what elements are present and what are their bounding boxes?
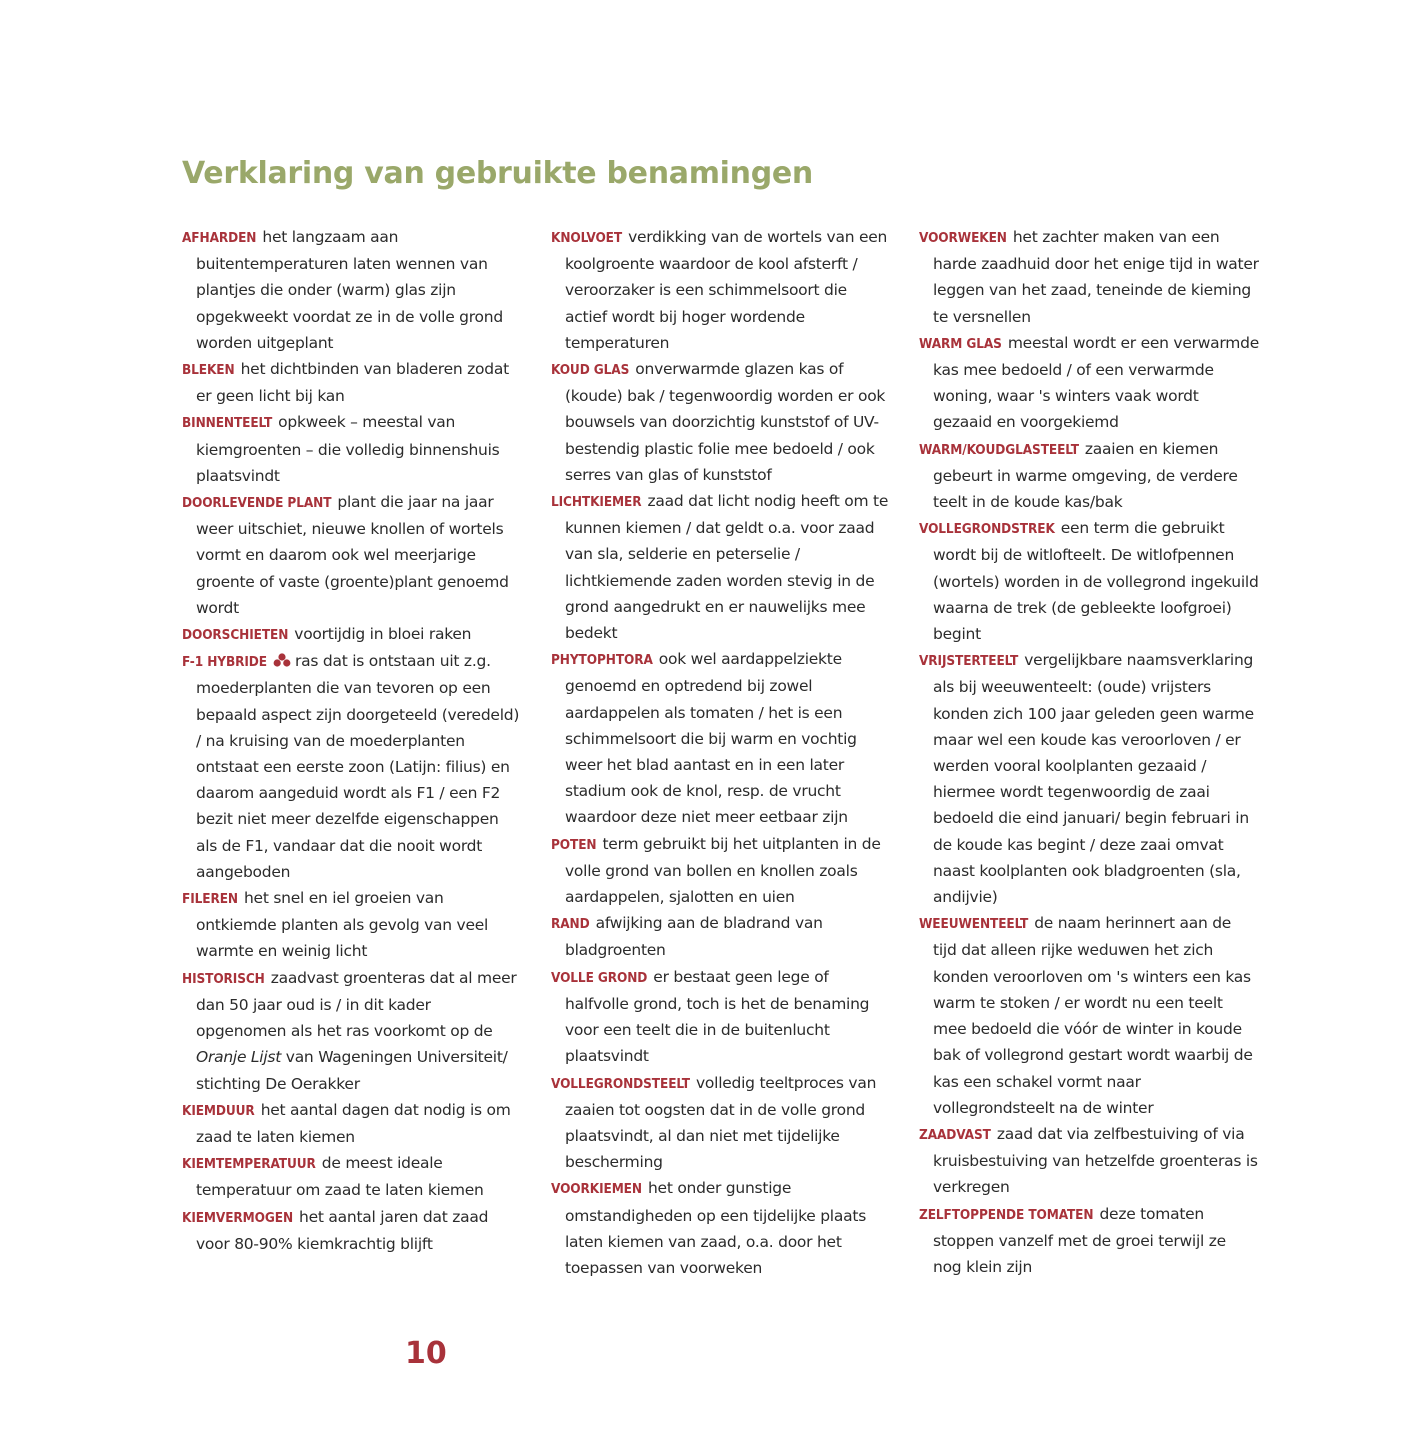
glossary-entry	[182, 1150, 522, 1203]
glossary-entry	[919, 515, 1259, 647]
glossary-entry	[182, 1204, 522, 1257]
glossary-term: RAND	[551, 916, 590, 933]
glossary-definition: voortijdig in bloei raken	[294, 625, 472, 644]
glossary-term: VOLLEGRONDSTREK	[919, 521, 1055, 538]
glossary-term: VOLLE GROND	[551, 969, 648, 986]
glossary-entry	[182, 621, 522, 648]
glossary-entry	[919, 224, 1259, 330]
hybrid-cluster-icon	[273, 653, 291, 667]
glossary-term: VOORWEKEN	[919, 230, 1007, 246]
glossary-definition: onverwarmde glazen kas of (koude) bak / tegenwoordig worden er ook bouwsels van doorzichtig kunststof of UV-bestendig plastic folie mee bedoeld / ook serres van glas of kunststof	[565, 360, 886, 484]
glossary-column-3	[919, 224, 1259, 1280]
glossary-term: VOLLEGRONDSTEELT	[551, 1075, 690, 1092]
glossary-definition: afwijking aan de bladrand van bladgroenten	[565, 914, 823, 960]
glossary-entry	[182, 409, 522, 489]
glossary-definition: het aantal jaren dat zaad voor 80-90% kiemkrachtig blijft	[196, 1207, 489, 1253]
glossary-term: DOORSCHIETEN	[182, 627, 289, 644]
glossary-column-2	[551, 224, 891, 1281]
glossary-entry	[182, 1097, 522, 1150]
glossary-term: KOUD GLAS	[551, 362, 630, 379]
glossary-term: AFHARDEN	[182, 230, 257, 246]
glossary-term: BLEKEN	[182, 362, 235, 379]
glossary-definition: ras dat is ontstaan uit z.g. moederplanten die van tevoren op een bepaald aspect zijn doorgeteeld (veredeld) / na kruising van de moederplanten ontstaat een eerste zoon (Latijn: filius) en daarom aangeduid wordt als F1 / een F2 bezit niet meer dezelfde eigenschappen als de F1, vandaar dat die nooit wordt aangeboden	[196, 652, 520, 881]
glossary-term: BINNENTEELT	[182, 415, 273, 432]
glossary-entry	[551, 1070, 891, 1176]
glossary-term: POTEN	[551, 836, 597, 853]
page-title: Verklaring van gebruikte benamingen	[182, 156, 813, 191]
glossary-term: WARM/KOUDGLASTEELT	[919, 441, 1079, 458]
glossary-definition: het langzaam aan buitentemperaturen laten wennen van plantjes die onder (warm) glas zijn opgekweekt voordat ze in de volle grond worden uitgeplant	[196, 228, 503, 352]
glossary-term: KIEMTEMPERATUUR	[182, 1156, 316, 1173]
glossary-column-1	[182, 224, 522, 1257]
glossary-entry	[551, 356, 891, 488]
glossary-entry	[182, 885, 522, 965]
glossary-entry	[551, 1175, 891, 1281]
glossary-definition: van Wageningen Universiteit/ stichting De Oerakker	[196, 1048, 508, 1093]
glossary-entry	[551, 488, 891, 646]
glossary-entry	[551, 910, 891, 963]
glossary-entry	[182, 965, 522, 1097]
glossary-term: F-1 HYBRIDE	[182, 654, 267, 671]
glossary-definition: zaadvast groenteras dat al meer dan 50 jaar oud is / in dit kader opgenomen als het ras voorkomt op de	[196, 968, 517, 1041]
glossary-term: DOORLEVENDE PLANT	[182, 495, 332, 512]
glossary-definition: de naam herinnert aan de tijd dat alleen rijke weduwen het zich konden veroorloven om 's winters een kas warm te stoken / er wordt nu een teelt mee bedoeld die vóór de winter in koude bak of vollegrond gestart wordt waarbij de kas een schakel vormt naar vollegrondsteelt na de winter	[933, 914, 1253, 1117]
glossary-term: ZELFTOPPENDE TOMATEN	[919, 1206, 1094, 1223]
glossary-term: ZAADVAST	[919, 1126, 991, 1143]
glossary-entry	[182, 489, 522, 621]
glossary-entry	[919, 330, 1259, 436]
glossary-term: KIEMDUUR	[182, 1102, 255, 1119]
glossary-entry	[182, 648, 522, 885]
glossary-definition: ook wel aardappelziekte genoemd en optredend bij zowel aardappelen als tomaten / het is een schimmelsoort die bij warm en vochtig weer het blad aantast en in een later stadium ook de knol, resp. de vrucht waardoor deze niet meer eetbaar zijn	[565, 650, 857, 827]
glossary-entry	[919, 647, 1259, 910]
page-number: 10	[405, 1336, 447, 1371]
glossary-definition: vergelijkbare naamsverklaring als bij weeuwenteelt: (oude) vrijsters konden zich 100 jaar geleden geen warme maar wel een koude kas veroorloven / er werden vooral koolplanten gezaaid / hiermee wordt tegenwoordig de zaai bedoeld die eind januari/ begin februari in de koude kas begint / deze zaai omvat naast koolplanten ook bladgroenten (sla, andijvie)	[933, 651, 1254, 907]
glossary-definition: een term die gebruikt wordt bij de witlofteelt. De witlofpennen (wortels) worden in de vollegrond ingekuild waarna de trek (de gebleekte loofgroei) begint	[933, 519, 1259, 644]
glossary-term: PHYTOPHTORA	[551, 652, 653, 669]
glossary-entry	[551, 964, 891, 1070]
glossary-definition: zaad dat via zelfbestuiving of via kruisbestuiving van hetzelfde groenteras is verkregen	[933, 1124, 1258, 1197]
glossary-definition: zaad dat licht nodig heeft om te kunnen kiemen / dat geldt o.a. voor zaad van sla, selderie en peterselie / lichtkiemende zaden worden stevig in de grond aangedrukt en er nauwelijks mee bedekt	[565, 492, 889, 643]
glossary-definition: term gebruikt bij het uitplanten in de volle grond van bollen en knollen zoals aardappelen, sjalotten en uien	[565, 834, 881, 907]
glossary-term: HISTORISCH	[182, 970, 265, 987]
glossary-definition: deze tomaten stoppen vanzelf met de groei terwijl ze nog klein zijn	[933, 1204, 1226, 1276]
glossary-term: LICHTKIEMER	[551, 494, 642, 511]
glossary-definition: meestal wordt er een verwarmde kas mee bedoeld / of een verwarmde woning, waar 's winters vaak wordt gezaaid en voorgekiemd	[933, 333, 1259, 432]
glossary-term: VRIJSTERTEELT	[919, 653, 1019, 670]
glossary-definition: het aantal dagen dat nodig is om zaad te laten kiemen	[196, 1100, 511, 1146]
glossary-definition: plant die jaar na jaar weer uitschiet, nieuwe knollen of wortels vormt en daarom ook wel meerjarige groente of vaste (groente)plant genoemd wordt	[196, 493, 509, 617]
glossary-term: WEEUWENTEELT	[919, 916, 1029, 933]
glossary-entry	[182, 356, 522, 409]
glossary-definition-italic: Oranje Lijst	[196, 1048, 282, 1067]
glossary-definition: het dichtbinden van bladeren zodat er geen licht bij kan	[196, 360, 509, 406]
glossary-definition: de meest ideale temperatuur om zaad te laten kiemen	[196, 1154, 484, 1200]
glossary-definition: opkweek – meestal van kiemgroenten – die volledig binnenshuis plaatsvindt	[196, 413, 500, 485]
glossary-term: FILEREN	[182, 891, 238, 908]
glossary-definition: er bestaat geen lege of halfvolle grond, toch is het de benaming voor een teelt die in de buitenlucht plaatsvindt	[565, 967, 870, 1066]
glossary-definition: het zachter maken van een harde zaadhuid door het enige tijd in water leggen van het zaad, teneinde de kieming te versnellen	[933, 228, 1259, 326]
glossary-definition: verdikking van de wortels van een koolgroente waardoor de kool afsterft / veroorzaker is een schimmelsoort die actief wordt bij hoger wordende temperaturen	[565, 228, 888, 352]
glossary-entry	[919, 910, 1259, 1121]
glossary-definition: het onder gunstige omstandigheden op een tijdelijke plaats laten kiemen van zaad, o.a. door het toepassen van voorweken	[565, 1179, 867, 1277]
glossary-definition: zaaien en kiemen gebeurt in warme omgeving, de verdere teelt in de koude kas/bak	[933, 439, 1238, 512]
glossary-entry	[182, 224, 522, 356]
glossary-definition: het snel en iel groeien van ontkiemde planten als gevolg van veel warmte en weinig licht	[196, 889, 489, 961]
glossary-term: KIEMVERMOGEN	[182, 1209, 294, 1226]
glossary-term: VOORKIEMEN	[551, 1181, 642, 1198]
glossary-entry	[551, 831, 891, 911]
glossary-entry	[551, 646, 891, 830]
glossary-term: KNOLVOET	[551, 230, 623, 246]
glossary-term: WARM GLAS	[919, 335, 1002, 352]
glossary-entry	[919, 1121, 1259, 1201]
glossary-entry	[919, 436, 1259, 516]
glossary-definition: volledig teeltproces van zaaien tot oogsten dat in de volle grond plaatsvindt, al dan niet met tijdelijke bescherming	[565, 1073, 877, 1172]
glossary-entry	[919, 1201, 1259, 1281]
glossary-entry	[551, 224, 891, 356]
